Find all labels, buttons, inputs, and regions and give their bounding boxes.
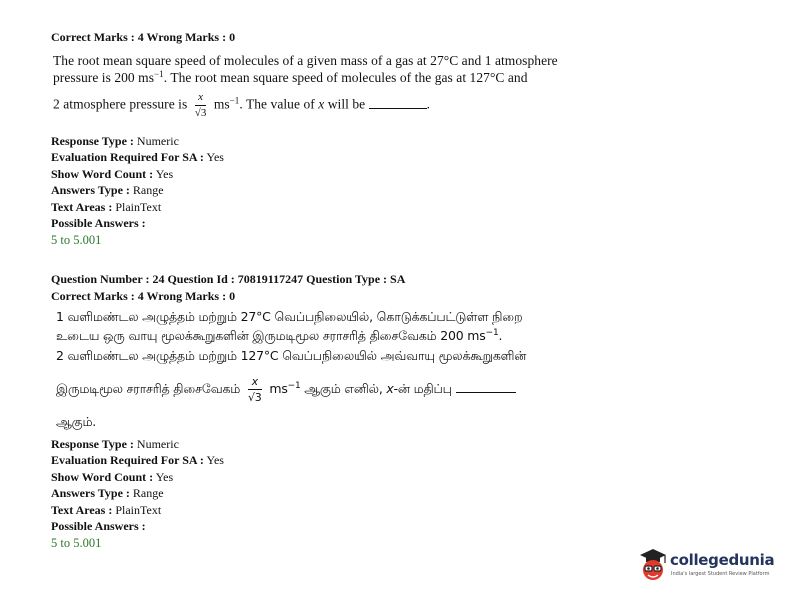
q24-possible-answer: 5 to 5.001 [51,536,102,550]
answer-blank [369,108,427,109]
q24-line-1: 1 வளிமண்டல அழுத்தம் மற்றும் 27°C வெப்பநிலையில், கொடுக்கப்பட்டுள்ள நிறை [56,309,523,324]
q24-line-2: உடைய ஒரு வாயு மூலக்கூறுகளின் இருமடிமூல சராசரித் திசைவேகம் 200 $ms^{-1}$. [56,328,503,343]
q23-info: Response Type : Numeric Evaluation Required For SA : Yes Show Word Count : Yes Answers Type : Range Text Areas : PlainText Possible Answers : [51,134,224,231]
q23-line-1: The root mean square speed of molecules of a given mass of a gas at 27°C and 1 atmosphere [53,53,558,68]
collegedunia-logo [636,545,776,587]
q23-possible-answer: 5 to 5.001 [51,233,102,247]
q23-fraction: $\frac{x}{√3}$ [194,91,207,119]
q24-line-4: இருமடிமூல சராசரித் திசைவேகம் $\frac{x}{√3}$ $ms^{-1}$ ஆகும் எனில், x-ன் மதிப்பு [56,376,516,403]
q24-header: Question Number : 24 Question Id : 70819117247 Question Type : SA [51,272,406,286]
graduate-mascot-icon [636,545,670,587]
logo-tagline: India's largest Student Review Platform [671,571,770,577]
q23-marks: Correct Marks : 4 Wrong Marks : 0 [51,30,236,44]
q23-line-3: 2 atmosphere pressure is $\frac{x}{√3}$ $ms^{-1}$. The value of x will be . [53,91,431,119]
answer-blank [456,392,516,393]
q23-line-2: pressure is 200 $ms^{-1}$. The root mean square speed of molecules of the gas at 127°C and [53,69,528,85]
q24-fraction: $\frac{x}{√3}$ [247,375,262,404]
q24-marks: Correct Marks : 4 Wrong Marks : 0 [51,289,236,303]
logo-wordmark: collegedunia [670,551,775,569]
q24-line-5: ஆகும். [56,414,97,429]
q24-info: Response Type : Numeric Evaluation Required For SA : Yes Show Word Count : Yes Answers Type : Range Text Areas : PlainText Possible Answers : [51,437,224,534]
q24-line-3: 2 வளிமண்டல அழுத்தம் மற்றும் 127°C வெப்பநிலையில் அவ்வாயு மூலக்கூறுகளின் [56,348,527,363]
